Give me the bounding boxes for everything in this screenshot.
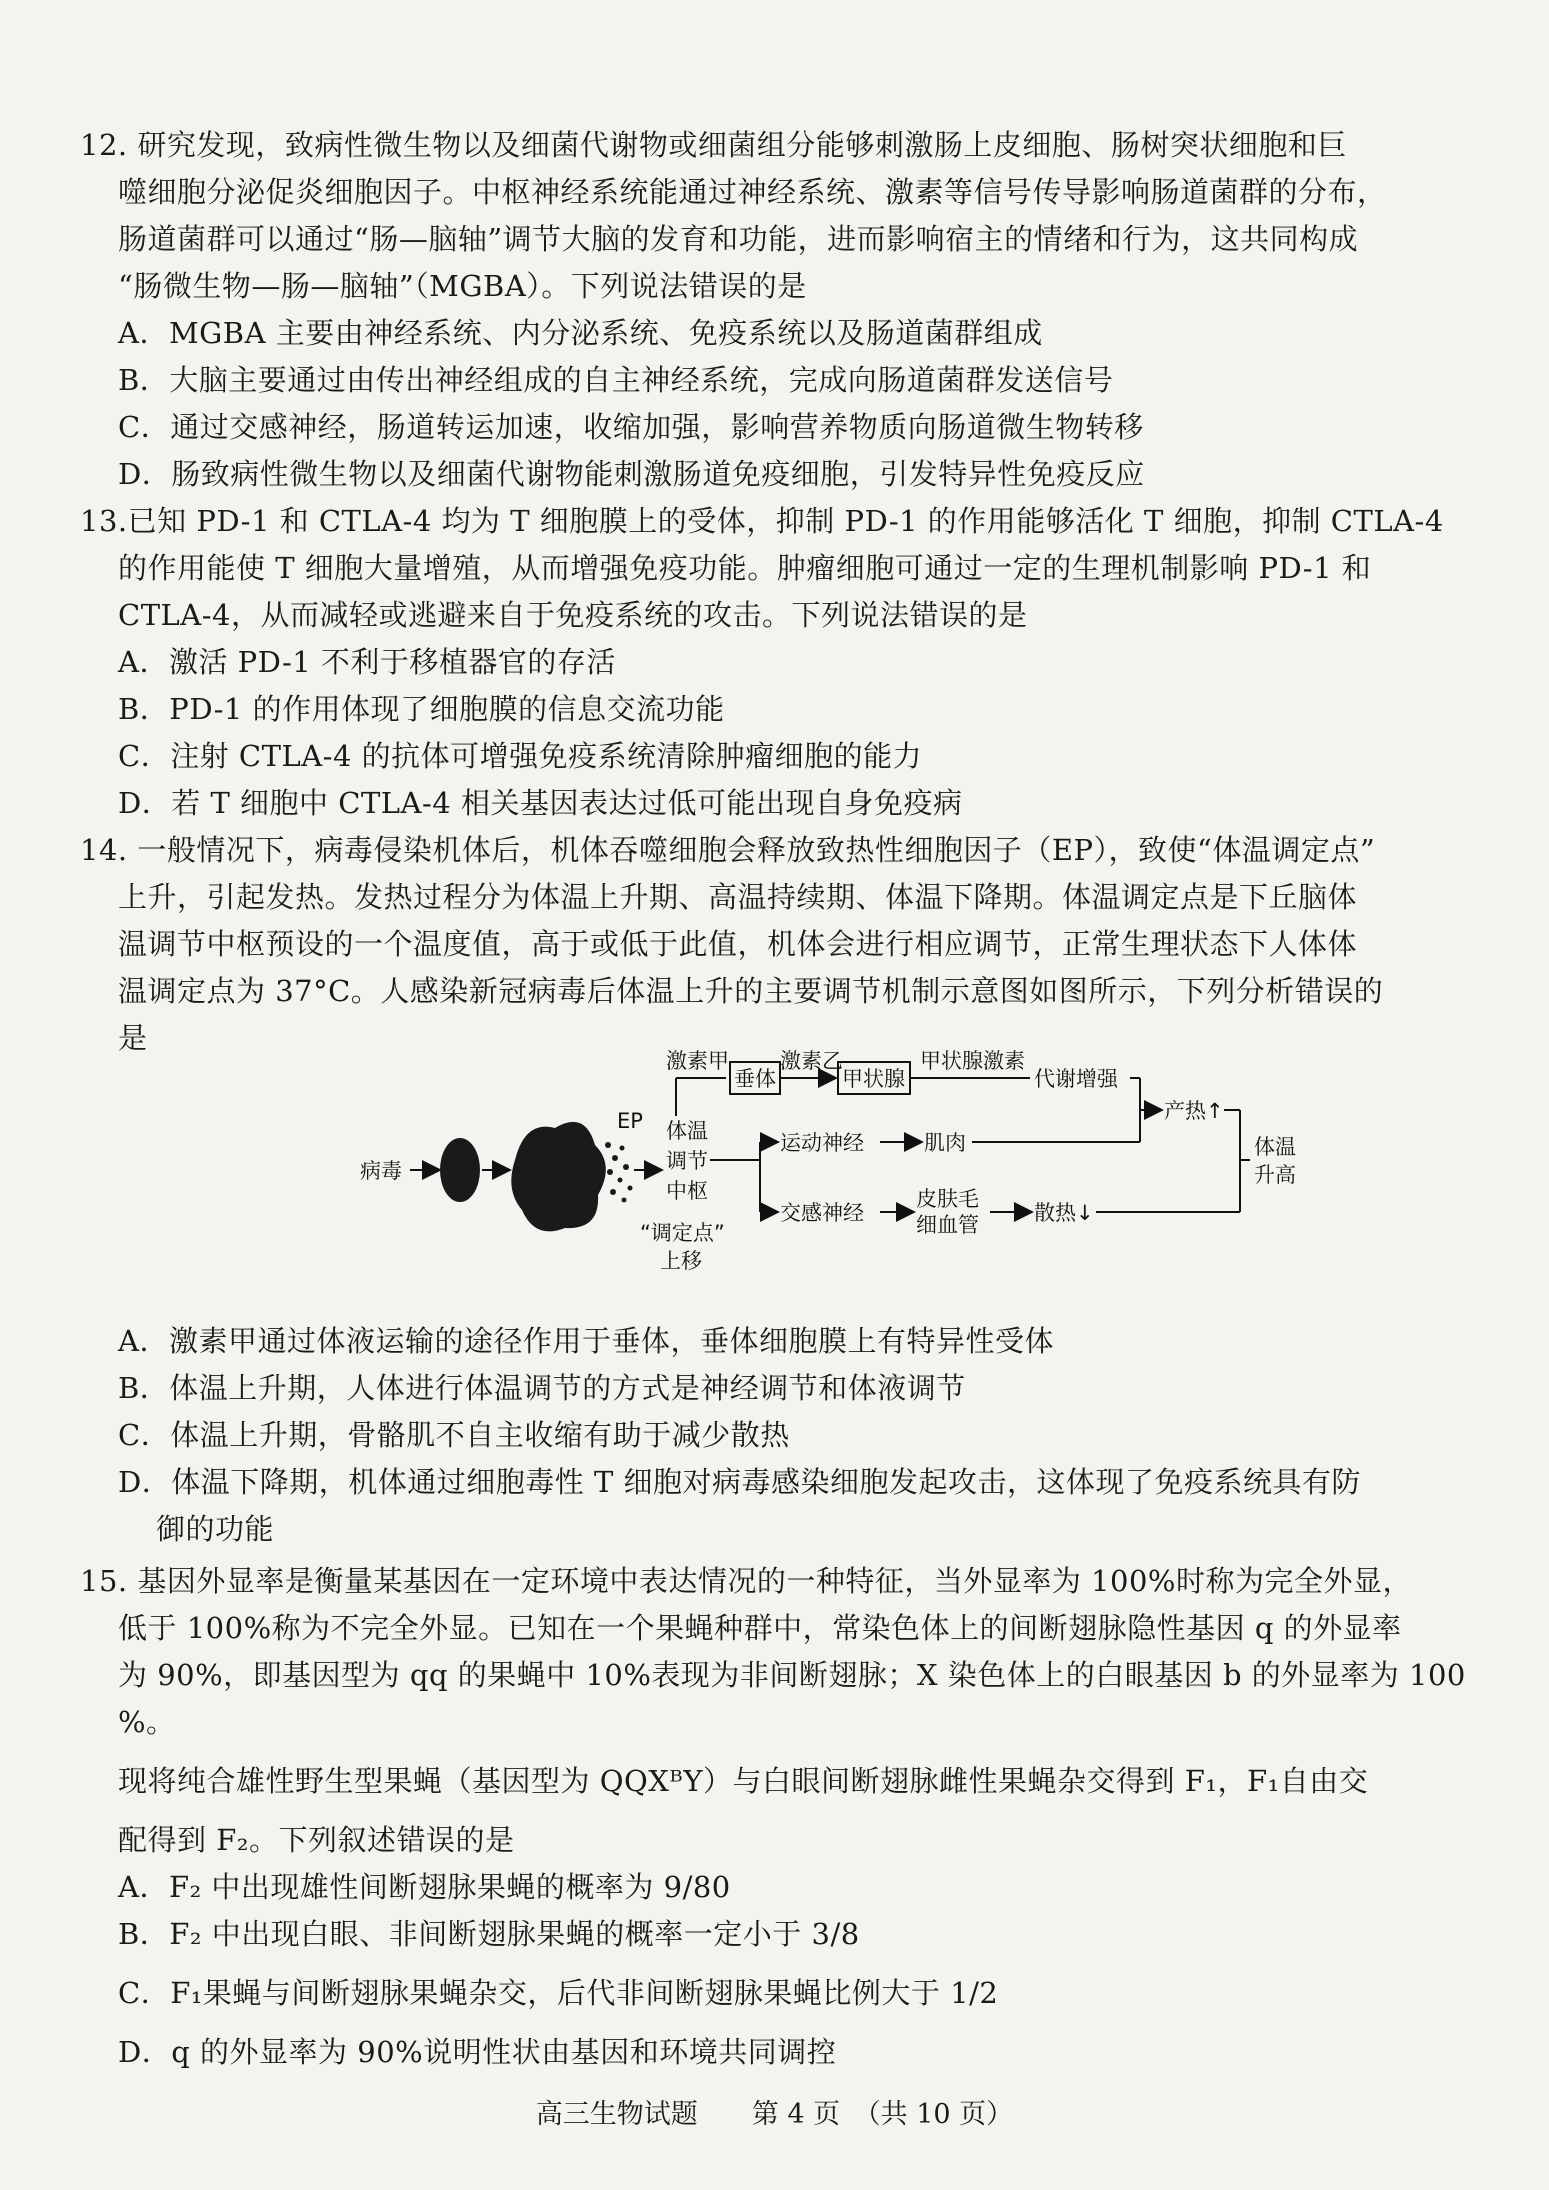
q12-stem-line: 肠道菌群可以通过“肠—脑轴”调节大脑的发育和功能，进而影响宿主的情绪和行为，这共同构成 xyxy=(118,222,1359,256)
q13-stem-line: 的作用能使 T 细胞大量增殖，从而增强免疫功能。肿瘤细胞可通过一定的生理机制影响 PD-1 和 xyxy=(118,551,1372,585)
q12-option-b: B．大脑主要通过由传出神经组成的自主神经系统，完成向肠道菌群发送信号 xyxy=(118,363,1114,397)
skin-vessel-label-2: 细血管 xyxy=(916,1213,979,1237)
center-label-1: 体温 xyxy=(666,1119,708,1143)
q14-option-d-cont: 御的功能 xyxy=(156,1512,275,1546)
q15-option-a: A．F₂ 中出现雄性间断翅脉果蝇的概率为 9/80 xyxy=(118,1870,731,1904)
page-footer: 高三生物试题 第 4 页 （共 10 页） xyxy=(535,2099,1014,2130)
q14-option-d: D．体温下降期，机体通过细胞毒性 T 细胞对病毒感染细胞发起攻击，这体现了免疫系统具有防 xyxy=(118,1465,1362,1499)
q12-option-a: A．MGBA 主要由神经系统、内分泌系统、免疫系统以及肠道菌群组成 xyxy=(118,316,1043,350)
q13-option-c: C．注射 CTLA-4 的抗体可增强免疫系统清除肿瘤细胞的能力 xyxy=(118,739,923,773)
center-label-3: 中枢 xyxy=(666,1179,708,1203)
q12-stem-line: 12. 研究发现，致病性微生物以及细菌代谢物或细菌组分能够刺激肠上皮细胞、肠树突状细胞和巨 xyxy=(80,128,1347,162)
q14-option-c: C．体温上升期，骨骼肌不自主收缩有助于减少散热 xyxy=(118,1418,790,1452)
q15-stem-line: 低于 100%称为不完全外显。已知在一个果蝇种群中，常染色体上的间断翅脉隐性基因 q 的外显率 xyxy=(118,1611,1402,1645)
q12-option-c: C．通过交感神经，肠道转运加速，收缩加强，影响营养物质向肠道微生物转移 xyxy=(118,410,1144,444)
ep-label: EP xyxy=(617,1109,643,1133)
skin-vessel-label-1: 皮肤毛 xyxy=(916,1187,979,1211)
setpoint-label-1: “调定点” xyxy=(640,1221,725,1245)
metabolism-label: 代谢增强 xyxy=(1034,1067,1118,1091)
muscle-label: 肌肉 xyxy=(924,1131,966,1155)
question-12 xyxy=(80,122,1510,498)
hormone-a-label: 激素甲 xyxy=(666,1050,729,1073)
setpoint-label-2: 上移 xyxy=(660,1249,702,1273)
ep-dots-icon xyxy=(605,1142,633,1203)
motor-nerve-label: 运动神经 xyxy=(780,1131,864,1155)
q14-option-b: B．体温上升期，人体进行体温调节的方式是神经调节和体液调节 xyxy=(118,1371,966,1405)
q12-option-d: D．肠致病性微生物以及细菌代谢物能刺激肠道免疫细胞，引发特异性免疫反应 xyxy=(118,457,1145,491)
thyroid-label: 甲状腺 xyxy=(842,1067,905,1091)
pituitary-label: 垂体 xyxy=(734,1067,776,1091)
q13-option-a: A．激活 PD-1 不利于移植器官的存活 xyxy=(118,645,616,679)
q14-stem-line: 14. 一般情况下，病毒侵染机体后，机体吞噬细胞会释放致热性细胞因子（EP），致使“体温调定点” xyxy=(80,833,1376,867)
q14-stem-line: 温调节中枢预设的一个温度值，高于或低于此值，机体会进行相应调节，正常生理状态下人体体 xyxy=(118,927,1358,961)
virus-icon xyxy=(440,1138,480,1202)
q13-option-d: D．若 T 细胞中 CTLA-4 相关基因表达过低可能出现自身免疫病 xyxy=(118,786,963,820)
heat-gen-label: 产热↑ xyxy=(1164,1099,1224,1123)
q14-stem-line: 上升，引起发热。发热过程分为体温上升期、高温持续期、体温下降期。体温调定点是下丘脑体 xyxy=(118,880,1358,914)
sympathetic-label: 交感神经 xyxy=(780,1201,864,1225)
q13-stem-line: CTLA-4，从而减轻或逃避来自于免疫系统的攻击。下列说法错误的是 xyxy=(118,598,1028,632)
q15-option-c: C．F₁果蝇与间断翅脉果蝇杂交，后代非间断翅脉果蝇比例大于 1/2 xyxy=(118,1976,999,2010)
q15-stem-line: 现将纯合雄性野生型果蝇（基因型为 QQXᴮY）与白眼间断翅脉雌性果蝇杂交得到 F₁，F₁自由交 xyxy=(118,1764,1369,1798)
q13-option-b: B．PD-1 的作用体现了细胞膜的信息交流功能 xyxy=(118,692,725,726)
question-14 xyxy=(80,827,1510,1062)
phagocyte-icon xyxy=(511,1122,606,1232)
q14-stem-line: 温调定点为 37°C。人感染新冠病毒后体温上升的主要调节机制示意图如图所示，下列分析错误的 xyxy=(118,974,1384,1008)
q14-stem-line: 是 xyxy=(118,1021,148,1055)
q14-option-a: A．激素甲通过体液运输的途径作用于垂体，垂体细胞膜上有特异性受体 xyxy=(118,1324,1054,1358)
q15-stem-line: 15. 基因外显率是衡量某基因在一定环境中表达情况的一种特征，当外显率为 100%时称为完全外显， xyxy=(80,1564,1412,1598)
q15-option-d: D．q 的外显率为 90%说明性状由基因和环境共同调控 xyxy=(118,2035,837,2069)
hormone-b-label: 激素乙 xyxy=(780,1050,843,1073)
thermoregulation-diagram xyxy=(340,1050,1300,1290)
virus-label: 病毒 xyxy=(360,1159,402,1183)
temp-up-label-2: 升高 xyxy=(1254,1163,1296,1187)
q15-stem-line: 为 90%，即基因型为 qq 的果蝇中 10%表现为非间断翅脉；X 染色体上的白眼基因 b 的外显率为 100 %。 xyxy=(118,1658,1466,1739)
question-13 xyxy=(80,498,1510,827)
question-14-options xyxy=(80,1318,1510,1553)
q15-option-b: B．F₂ 中出现白眼、非间断翅脉果蝇的概率一定小于 3/8 xyxy=(118,1917,860,1951)
q15-stem-line: 配得到 F₂。下列叙述错误的是 xyxy=(118,1823,515,1857)
center-label-2: 调节 xyxy=(666,1149,708,1173)
diagram-svg xyxy=(340,1050,1300,1290)
thyroxine-label: 甲状腺激素 xyxy=(920,1050,1025,1073)
heat-loss-label: 散热↓ xyxy=(1034,1201,1094,1225)
temp-up-label-1: 体温 xyxy=(1254,1135,1296,1159)
q12-stem-line: “肠微生物—肠—脑轴”（MGBA）。下列说法错误的是 xyxy=(118,269,807,303)
q12-stem-line: 噬细胞分泌促炎细胞因子。中枢神经系统能通过神经系统、激素等信号传导影响肠道菌群的分布， xyxy=(118,175,1387,209)
q13-stem-line: 13.已知 PD-1 和 CTLA-4 均为 T 细胞膜上的受体，抑制 PD-1 的作用能够活化 T 细胞，抑制 CTLA-4 xyxy=(80,504,1444,538)
question-15 xyxy=(80,1558,1510,2076)
